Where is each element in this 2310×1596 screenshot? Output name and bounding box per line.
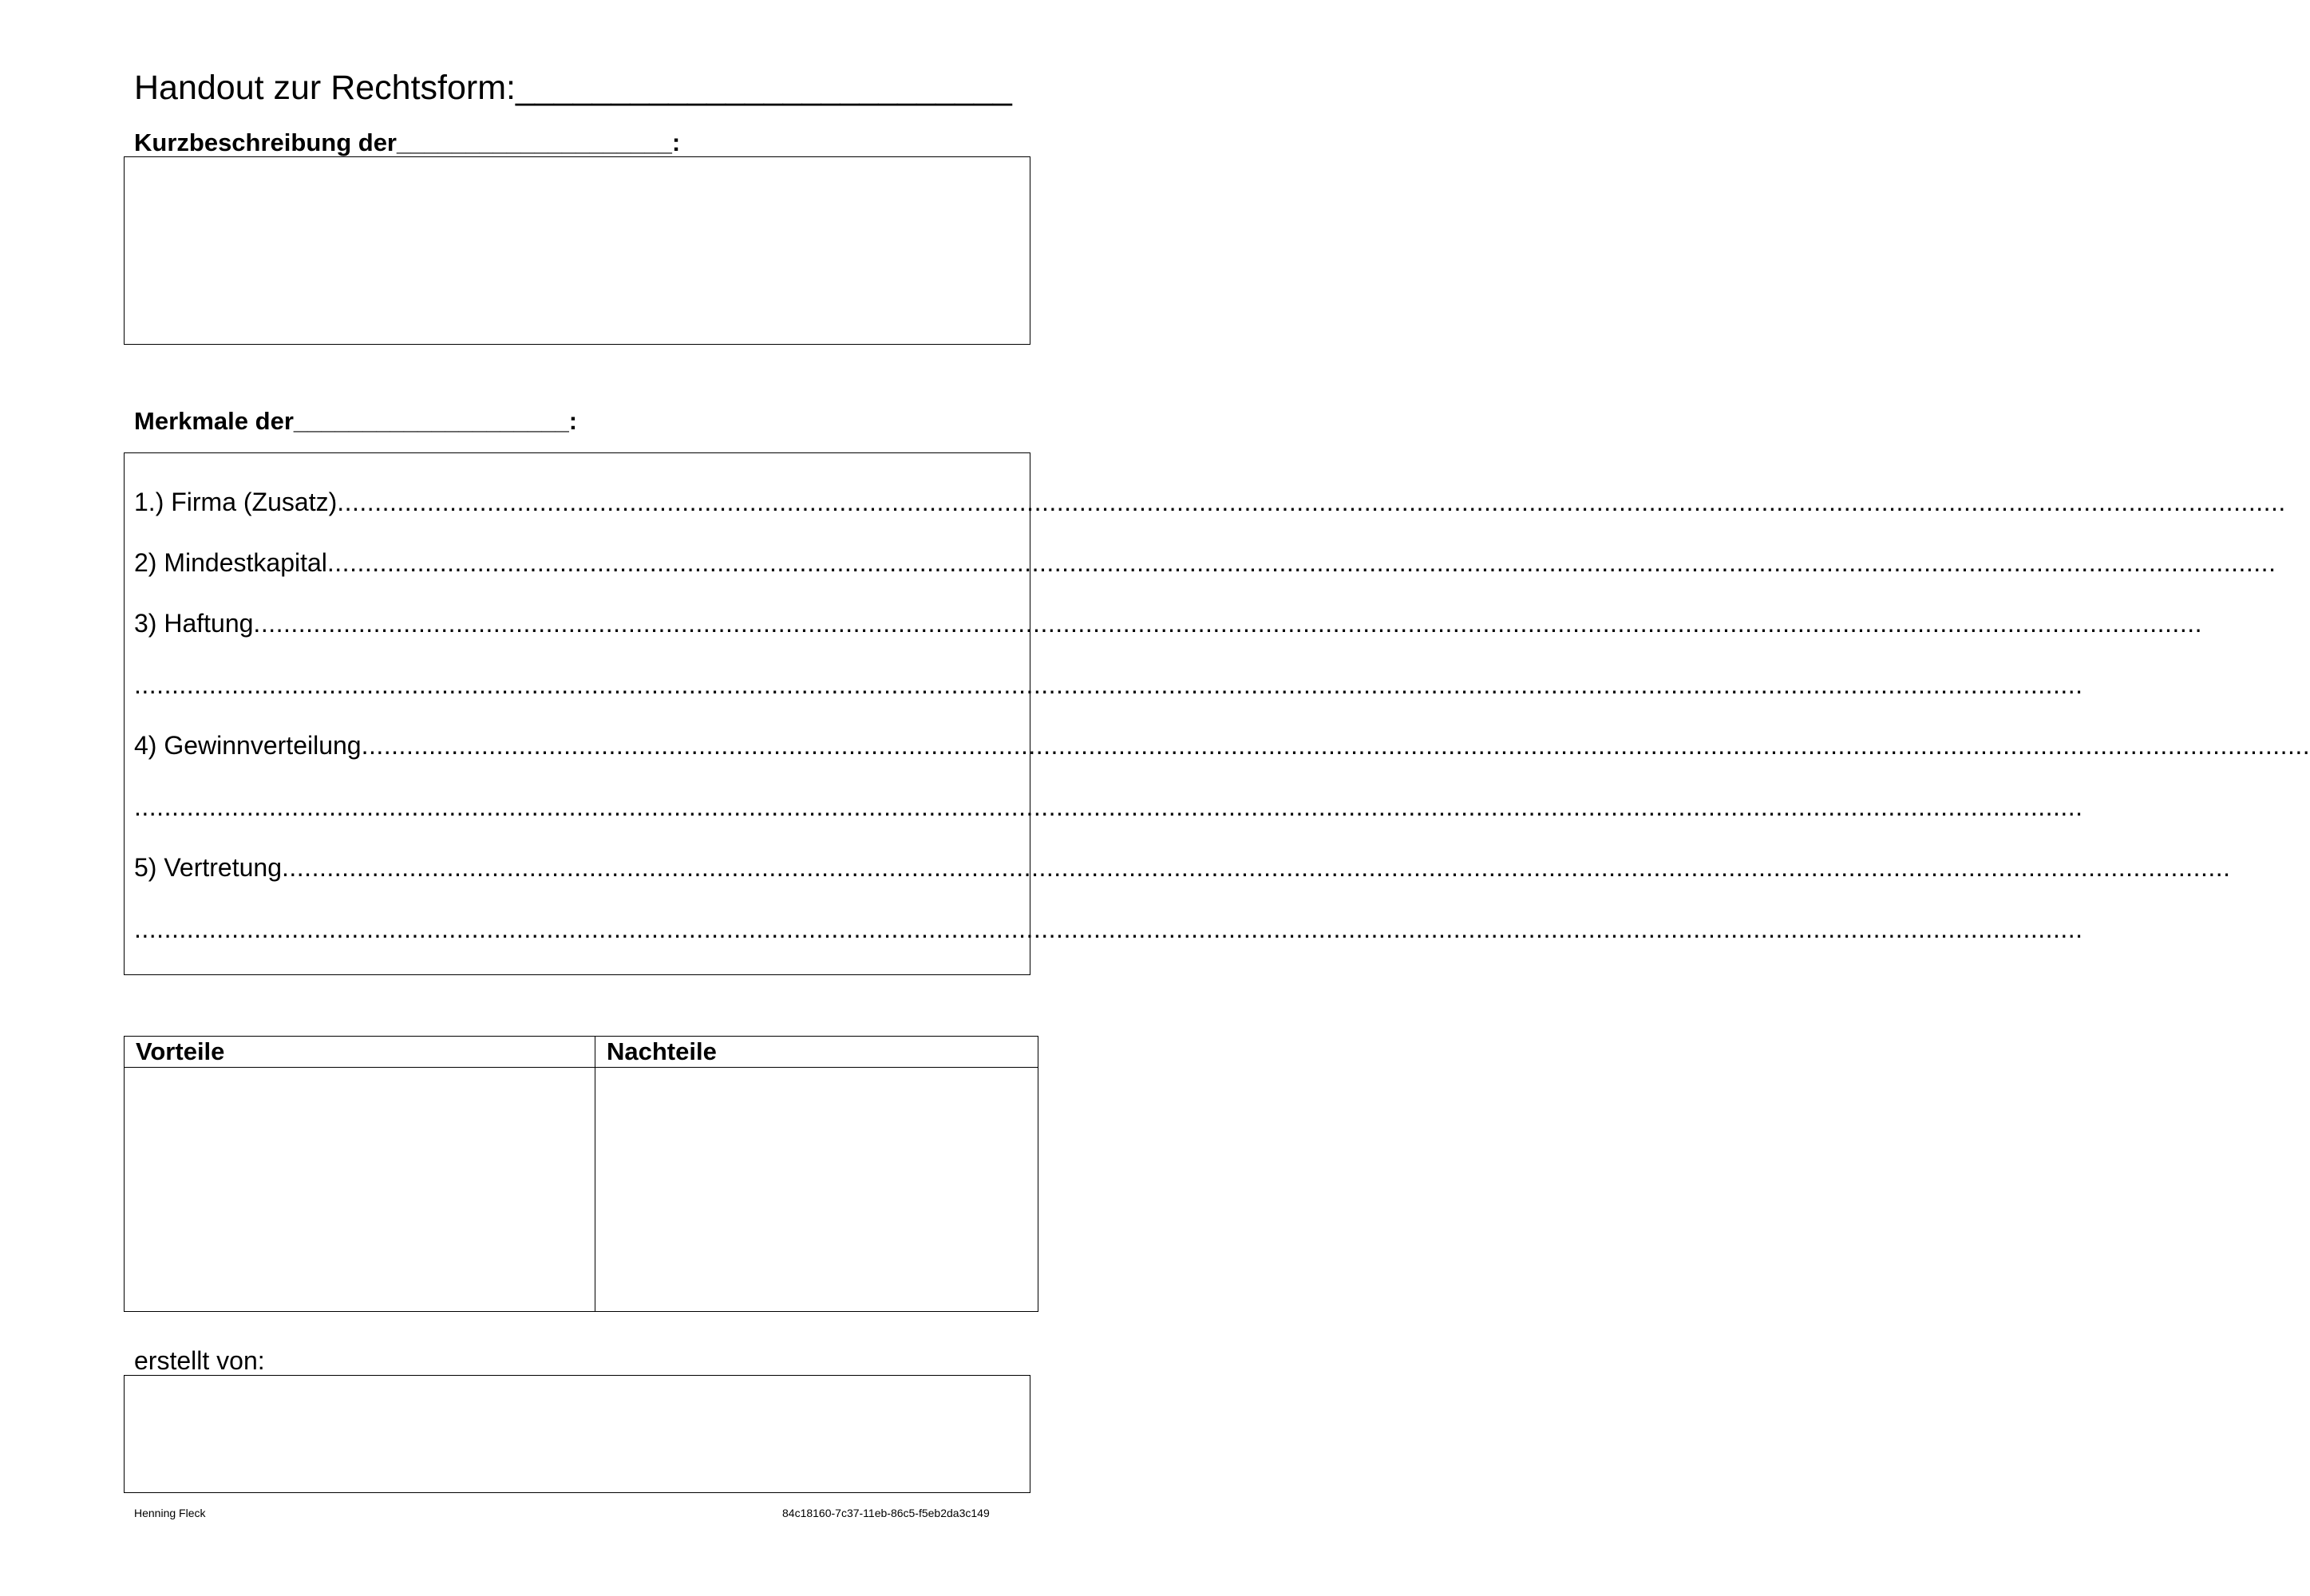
vorteile-nachteile-table <box>124 1036 1038 1312</box>
merkmale-label: Merkmale der <box>134 407 294 435</box>
merkmal-label: 2) Mindestkapital <box>134 548 327 577</box>
merkmale-box <box>124 452 1030 975</box>
vorteile-label: Vorteile <box>136 1037 225 1065</box>
footer-id: 84c18160-7c37-11eb-86c5-f5eb2da3c149 <box>782 1507 990 1519</box>
vorteile-cell[interactable] <box>125 1068 595 1312</box>
nachteile-cell[interactable] <box>595 1068 1038 1312</box>
footer-author: Henning Fleck <box>134 1507 206 1519</box>
merkmal-line[interactable] <box>134 913 2083 945</box>
dotted-leader: .................................................................................................................................................................................................................................................................... <box>326 548 2276 577</box>
merkmal-line[interactable] <box>134 851 2231 883</box>
merkmal-line[interactable] <box>134 486 2286 518</box>
merkmal-line[interactable] <box>134 607 2202 639</box>
dotted-leader: .................................................................................................................................................................................................................................................................... <box>361 731 2310 760</box>
merkmal-label: 3) Haftung <box>134 609 254 638</box>
dotted-leader: .................................................................................................................................................................................................................................................................... <box>134 670 2083 699</box>
nachteile-header <box>595 1037 1038 1068</box>
merkmale-blank: ____________________ <box>293 407 569 435</box>
dotted-leader: .................................................................................................................................................................................................................................................................... <box>134 915 2083 943</box>
merkmal-line[interactable] <box>134 791 2083 823</box>
dotted-leader: .................................................................................................................................................................................................................................................................... <box>337 488 2286 516</box>
kurzbeschreibung-blank: ____________________ <box>397 128 672 156</box>
kurzbeschreibung-heading <box>134 128 680 158</box>
vorteile-header <box>125 1037 595 1068</box>
erstellt-von-label: erstellt von: <box>134 1346 265 1375</box>
merkmale-colon: : <box>568 407 578 435</box>
merkmale-heading <box>134 406 577 437</box>
merkmal-line[interactable] <box>134 547 2276 579</box>
erstellt-von-box[interactable] <box>124 1375 1030 1493</box>
dotted-leader: .................................................................................................................................................................................................................................................................... <box>282 853 2231 882</box>
page-title-blank: __________________________ <box>515 69 1012 107</box>
merkmal-line[interactable] <box>134 669 2083 701</box>
merkmal-label: 5) Vertretung <box>134 853 282 882</box>
dotted-leader: .................................................................................................................................................................................................................................................................... <box>253 609 2202 638</box>
merkmal-label: 1.) Firma (Zusatz) <box>134 488 338 516</box>
merkmal-label: 4) Gewinnverteilung <box>134 731 362 760</box>
page-title-text: Handout zur Rechtsform: <box>134 69 516 107</box>
kurzbeschreibung-colon: : <box>671 128 681 156</box>
kurzbeschreibung-box[interactable] <box>124 156 1030 345</box>
dotted-leader: .................................................................................................................................................................................................................................................................... <box>134 792 2083 821</box>
merkmal-line[interactable] <box>134 729 2310 761</box>
kurzbeschreibung-label: Kurzbeschreibung der <box>134 128 397 156</box>
page-title <box>134 67 1012 109</box>
nachteile-label: Nachteile <box>607 1037 717 1065</box>
